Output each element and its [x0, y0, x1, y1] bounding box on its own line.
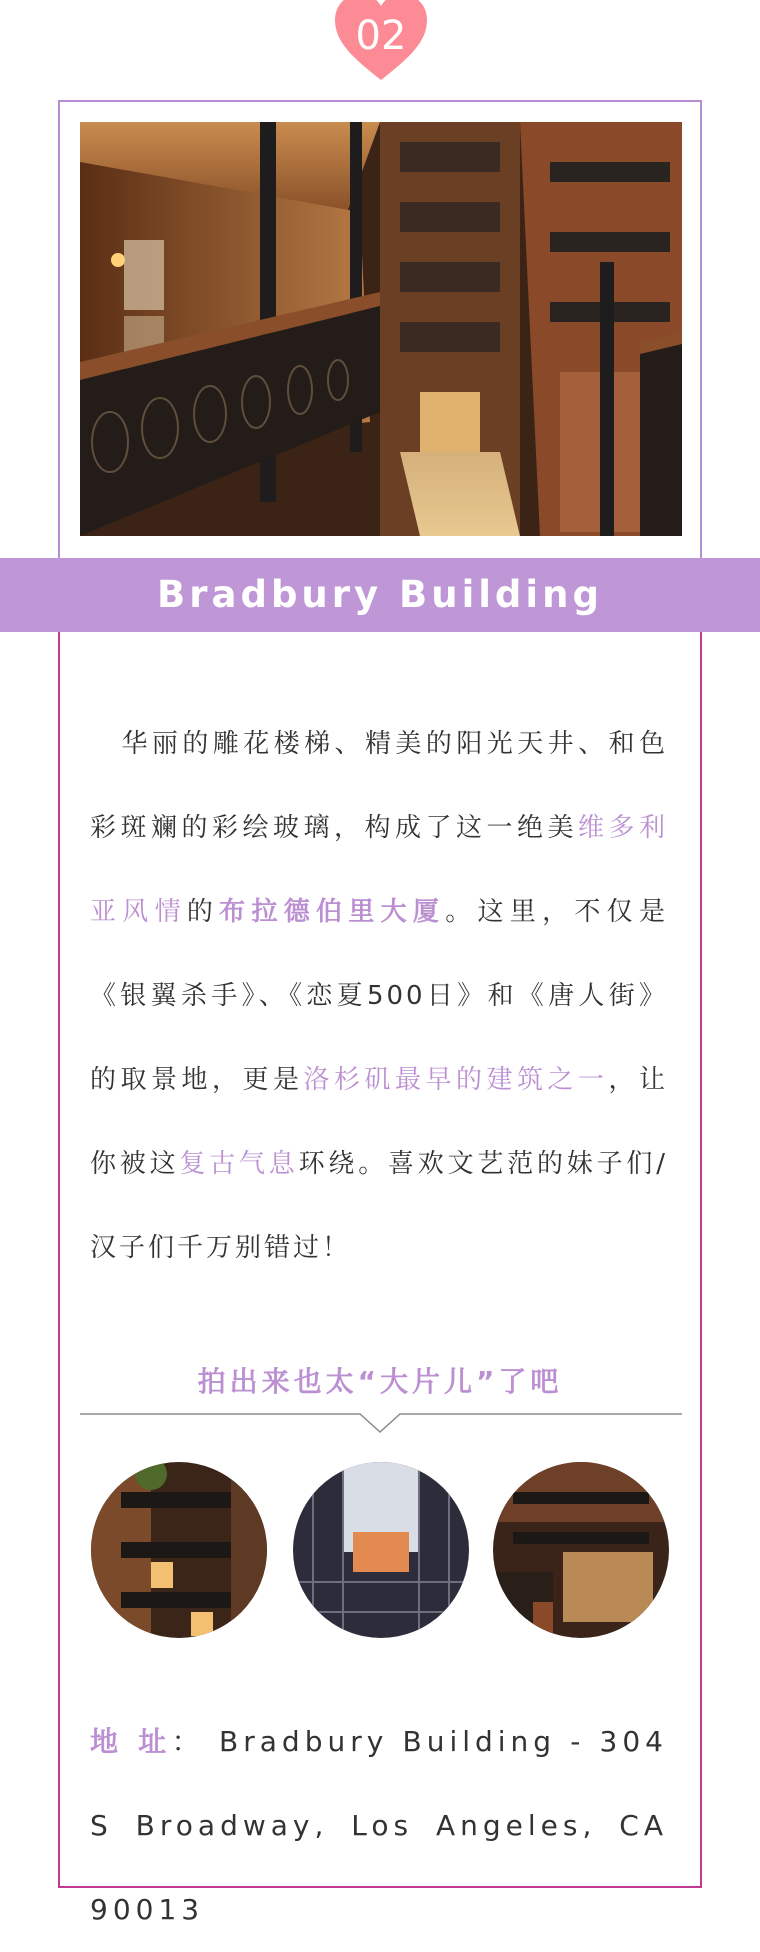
gallery-heading: 拍出来也太“大片儿”了吧 — [197, 1365, 563, 1398]
gallery-photo-1 — [91, 1462, 267, 1638]
number-badge — [333, 0, 429, 84]
highlight-victorian: 维多利亚风情 — [90, 813, 668, 927]
body-text-1: 华丽的雕花楼梯、精美的阳光天井、和色彩斑斓的彩绘玻璃，构成了这一绝美 — [90, 729, 668, 843]
divider-line — [80, 1410, 682, 1434]
body-text-3: 。这里，不仅是《银翼杀手》、《恋夏500日》和《唐人街》的取景地，更是 — [90, 897, 668, 1095]
title-band — [0, 558, 760, 632]
badge-number: 02 — [355, 13, 407, 59]
highlight-earliest: 洛杉矶最早的建筑之一 — [303, 1065, 609, 1095]
body-text-4: ，让你被这 — [90, 1065, 668, 1179]
highlight-retro: 复古气息 — [179, 1149, 299, 1179]
page-title: Bradbury Building — [157, 573, 603, 616]
address-separator: ： — [171, 1725, 205, 1758]
address-label: 地 址 — [90, 1725, 172, 1758]
address-value: Bradbury Building - 304 S Broadway, Los Angeles, CA 90013 — [90, 1725, 668, 1926]
highlight-bradbury: 布拉德伯里大厦 — [219, 897, 446, 927]
gallery-photo-3 — [493, 1462, 669, 1638]
hero-photo — [80, 122, 682, 536]
body-text-5: 环绕。喜欢文艺范的妹子们/汉子们千万别错过！ — [90, 1149, 668, 1263]
description-paragraph — [90, 702, 668, 1290]
address-block — [90, 1700, 668, 1952]
body-text-2: 的 — [186, 897, 220, 927]
gallery-photo-2 — [293, 1462, 469, 1638]
